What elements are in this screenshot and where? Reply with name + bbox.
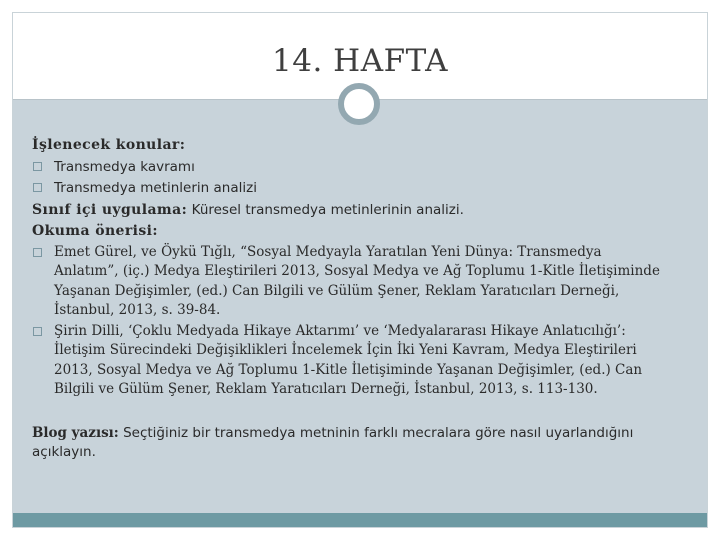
reading-line: 2013, Sosyal Medya ve Ağ Toplumu 1-Kitle İletişiminde Yaşanan Değişimler, (ed.) Can [54,361,643,378]
practice-line [32,200,692,222]
blog-assignment [32,424,692,463]
topic-item [32,178,692,200]
reading-heading [32,221,692,243]
topic-item [32,157,692,179]
practice-label: Sınıf içi uygulama: [32,201,188,218]
reading-heading-text: Okuma önerisi: [32,223,158,239]
reading-line: İstanbul, 2013, s. 39-84. [54,302,221,318]
slide-title: 14. HAFTA [272,43,448,79]
reading-line: Bilgili ve Gülüm Şener, Reklam Yaratıcıları Derneği, İstanbul, 2013, s. 113-130. [54,381,598,397]
square-bullet-icon [33,162,42,171]
blog-text-continued: açıklayın. [32,444,96,460]
slide-content [32,135,692,463]
reading-line: İletişim Sürecindeki Değişiklikleri İncelemek İçin İki Yeni Kavram, Medya Eleştirileri [54,342,637,358]
reading-line: Yaşanan Değişimler, (ed.) Can Bilgili ve Gülüm Şener, Reklam Yaratıcıları Derneği, [54,282,620,299]
reading-item [32,322,692,400]
square-bullet-icon [33,248,42,257]
topic-item-label: Transmedya kavramı [54,158,195,175]
reading-item [32,243,692,321]
slide [12,12,708,528]
ring-ornament-icon [338,83,380,125]
topics-heading-text: İşlenecek konular: [32,137,186,153]
square-bullet-icon [33,183,42,192]
footer-bar [13,513,707,527]
blog-text: Seçtiğiniz bir transmedya metninin farklı mecralara göre nasıl uyarlandığını [123,424,634,441]
ring-ornament-center [346,91,372,117]
topics-heading [32,135,692,157]
reading-line: Şirin Dilli, ‘Çoklu Medyada Hikaye Aktarımı’ ve ‘Medyalararası Hikaye Anlatıcılığı’: [54,322,626,339]
practice-text: Küresel transmedya metinlerinin analizi. [191,201,464,218]
blog-label: Blog yazısı: [32,424,119,441]
reading-line: Emet Gürel, ve Öykü Tığlı, “Sosyal Medyayla Yaratılan Yeni Dünya: Transmedya [54,243,602,260]
reading-line: Anlatım”, (iç.) Medya Eleştirileri 2013, Sosyal Medya ve Ağ Toplumu 1-Kitle İletişiminde [54,263,660,279]
square-bullet-icon [33,327,42,336]
topic-item-label: Transmedya metinlerin analizi [54,180,257,196]
